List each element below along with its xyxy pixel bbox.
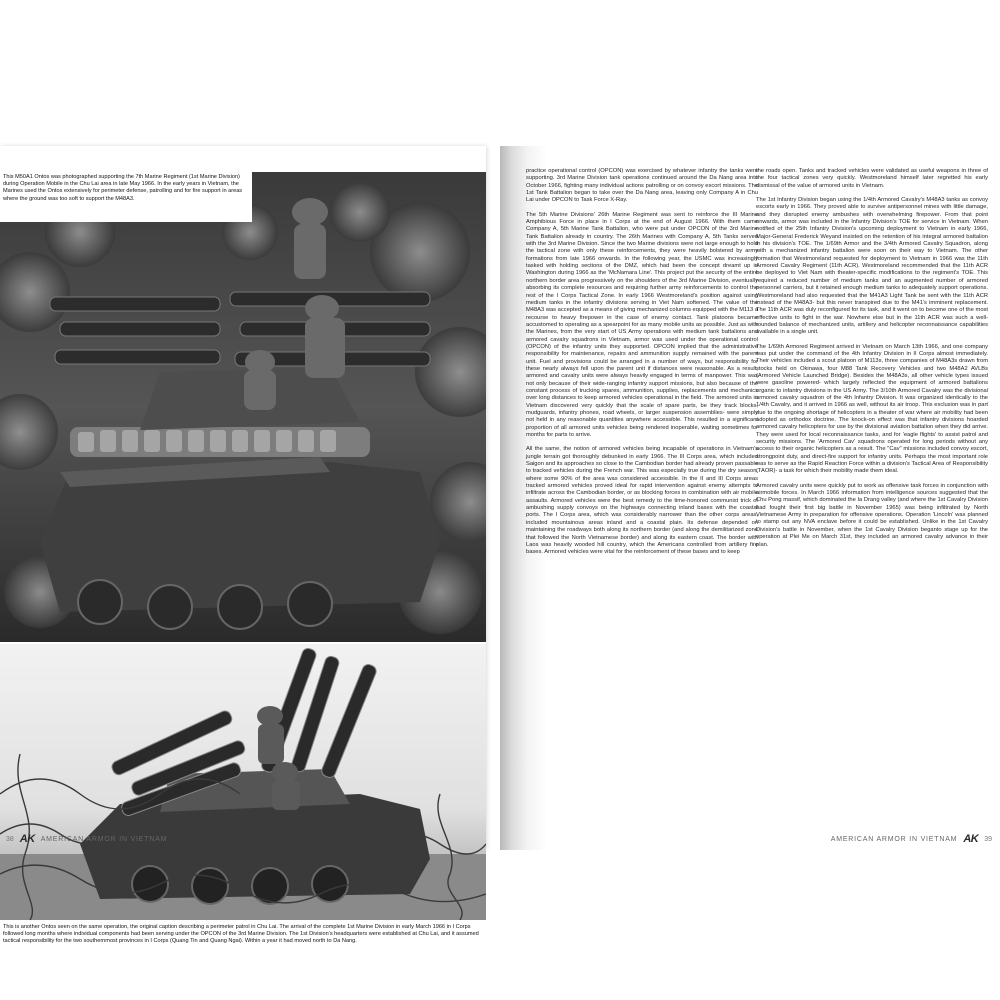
text-column-right: [756, 168, 988, 556]
running-title-left: AMERICAN ARMOR IN VIETNAM: [40, 835, 168, 843]
paragraph: Armored cavalry units were quickly put to work as offensive task forces in conjunction with airmobile forces. In March 1966 information from intelligence sources suggested that the Chu Pong massif, which dominated the Ia Drang valley (and where the 1st Cavalry Division had fought their first big battle in November 1965) was being infiltrated by North Vietnamese Army in preparation for offensive operations. Operation 'Lincoln' was planned to stamp out any NVA enclave before it could be established. Unlike in the 1st Cavalry Division's battle in November, when the 1st Cavalry Division beganto stage up for the operation at Plei Me on March 31st, they included an armored cavalry advance in their plan.: [756, 482, 988, 548]
photo-ontos-barbed-wire: [0, 644, 486, 920]
paragraph: practice operational control (OPCON) was exercised by whatever infantry the tanks were supporting. 3rd Marine Division tank operations continued around the Da Nang area into October 1966, fighting many individual actions patrolling or on convoy escort missions. The 1st Tank Battalion began to take over the Da Nang area, leaving only Company A in Chu Lai under OPCON to Task Force X-Ray.: [526, 168, 758, 204]
footer-right: [831, 832, 992, 846]
photo-ontos-jungle: [0, 172, 486, 642]
paragraph: All the same, the notion of armored vehicles being incapable of operations in Vietnam's jungle terrain got thoroughly debunked in early 1966. The III Corps area, which included Saigon and its approaches so close to the Cambodian border had already proven passable to tracked vehicles during the French war. This was especially true during the dry season, where some 90% of the area was considered accessible. In the II and III Corps areas tracked armored vehicles proved ideal for rapid intervention against enemy attempts to infiltrate across the Cambodian border, or as blocking forces in combination with air mobile assaults. Armored vehicles were the best remedy to the time-honored communist trick of ambushing supply convoys on the highways connecting inland bases with the coastal ports. The I Corps area, which was considerably narrower than the other corps areas, included mountainous areas inland and a coastal plain. Its defense depended on maintaining the roadways both along its northern border (and along the demilitarized zone that followed the North Vietnamese border) and along its eastern coast. The border with Laos was heavily wooded hill country, which the Americans controlled from artillery fire bases. Armored vehicles were vital for the reinforcement of these bases and to keep: [526, 446, 758, 556]
caption-bottom: This is another Ontos seen on the same operation, the original caption describing a perimeter patrol in Chu Lai. The arrival of the complete 1st Marine Division in early March 1966 in I Corps followed long months where individual components had been serving under the OPCON of the 3rd Marine Division. The 1st Division's headquarters were established at Chu Lai, and it assumed tactical responsibility for the two southernmost provinces in I Corps (Quang Tin and Quang Ngai). Within a year it had moved north to Da Nang.: [0, 922, 486, 948]
paragraph: The 5th Marine Divisions' 26th Marine Regiment was sent to reinforce the III Marine Amphibious Force in place in I Corps at the end of August 1966. With them came Company A, 5th Marine Tank Battalion, who were put under OPCON of the 3rd Marine Tank Battalion already in country. The 26th Marines with Company A, 5th Tanks served with the 3rd Marine Division. Since the two Marine divisions were not large enough to hold the tactical zone with only these reinforcements, they were heavily bolstered by army formations from late 1966 onwards. In the following year, the USMC was increasingly tasked with holding sections of the DMZ, which had been the concept dreamt up in Washington during 1966 as the 'McNamara Line'. This project put the security of the entire northern border area progressively on the shoulders of the 3rd Marine Division, eventually absorbing its complete resources and requiring further army reinforcements to control the rest of the I Corps Tactical Zone. In early 1966 Westmoreland's position against using medium tanks in the infantry divisions serving in Viet Nam softened. The value of the M48A3 was accepted as a means of giving mechanized columns equipped with the M113 a recourse to heavy firepower in the case of enemy contact. Tank platoons became accustomed to operating as a spearpoint for as many mobile units as possible. Just as with the Marines, from the very start of US Army operations with medium tank battalions and armored cavalry squadrons in Vietnam, armor was used under the operational control (OPCON) of the infantry units they supported. OPCON implied that the administrative responsibility for maintenance, repairs and ammunition supply remained with the parent unit. Fuel and provisions could be arranged in a number of ways, but responsibility for these nearly always fell upon the parent unit if distances were reasonable. As a result, armored and cavalry units were always heavily engaged in terms of manpower. This was not only because of their wide-ranging infantry support missions, but also because of the constant process of trucking spares, ammunition, supplies, replacements and mechanics over long distances to keep armored vehicles operational in the field. The armored units in Vietnam discovered very quickly that the scale of spare parts, be they track blocks, mudguards, infantry phones, road wheels, or larger suspension assemblies- were simply not held in any reasonable quantities anywhere accessible. This resulted in a significant proportion of all armored units vehicles being rendered inoperable, waiting sometimes for months for parts to arrive.: [526, 211, 758, 439]
paragraph: The 1st Infantry Division began using the 1/4th Armored Cavalry's M48A3 tanks as convoy escorts early in 1966. They proved able to survive antipersonnel mines with little damage, and they disrupted enemy ambushes with overwhelming firepower. From that point onwards, armor was included in the Infantry Division's TOE for service in Vietnam. When notified of the 25th Infantry Division's upcoming deployment to Vietnam in early 1966, Major-General Frederick Weyand insisted on the retention of his integral armored battalion in his division's TOE. The 1/69th Armor and the 3/4th Armored Cavalry Squadron, along with a mechanized infantry battalion were soon on their way to Vietnam. The other formation that Westmoreland requested for deployment to Vietnam in 1966 was the 11th Armored Cavalry Regiment (11th ACR). Westmoreland recommended that the 11th ACR be deployed to Viet Nam with theater-specific modifications to the regiment's TOE. This required a reduced number of medium tanks and an augmented number of armored personnel carriers, but it retained enough medium tanks to adequately support operations. Westmoreland had also requested that the M41A3 Light Tank be sent with the 11th ACR instead of the M48A3- but this never transpired due to the M41's imminent replacement. The 11th ACR was duly reconfigured for its task, and it went on to become one of the most effective units to fight in the war. Nowhere else but in the 11th ACR was such a well-rounded balance of mechanized units, artillery and helicopter reconnaissance capabilities available in a single unit.: [756, 197, 988, 336]
paragraph: The 1/69th Armored Regiment arrived in Vietnam on March 13th 1966, and one company was put under the command of the 4th Infantry Division in II Corps almost immediately. Their vehicles included a scout platoon of M113s, three companies of M48A3s drawn from stocks held on Okinawa, four M88 Tank Recovery Vehicles and two M48A2 AVLBs (Armored Vehicle Launched Bridge). Besides the M48A3s, all other vehicle types issued were gasoline powered- which largely reflected the equipment of armored battalions organic to infantry divisions in the US Army. The 3/10th Armored Cavalry was the divisional armored cavalry squadron of the 4th Infantry Division. It was organized identically to the 1/4th Cavalry, and it arrived in 1966 as well, without its air troop. This exclusion was in part due to the ongoing shortage of helicopters in a theater of war where air mobility had been adopted as orthodox doctrine. The knock-on effect was that infantry divisions hoarded armored cavalry helicopters for use by the divisional aviation battalion when they did arrive. They were used for local reconnaissance tasks, and for 'eagle flights' to assist patrol and security missions. The 'Armored Cav' squadrons operated for long periods without any access to their organic helicopters as a result. The "Cav" missions included convoy escort, strongpoint duty, and direct-fire support for infantry units. Perhaps the most important role was to serve as the Rapid Reaction Force within a division's Tactical Area of Responsibility (TAOR)- a task for which their mobility made them ideal.: [756, 343, 988, 475]
text-column-left: [526, 168, 758, 564]
ak-logo-icon: AK: [19, 833, 35, 845]
page-number-left: 38: [6, 835, 14, 843]
running-title-right: AMERICAN ARMOR IN VIETNAM: [830, 835, 958, 843]
left-page: [0, 146, 486, 945]
right-page: [500, 146, 1000, 850]
paragraph: the roads open. Tanks and tracked vehicles were validated as useful weapons in three of the four tactical zones very quickly. Westmoreland himself later regretted his early dismissal of the value of armored units in Vietnam.: [756, 168, 988, 189]
ak-logo-icon: AK: [963, 833, 979, 845]
footer-left: [6, 832, 167, 846]
page-number-right: 39: [984, 835, 992, 843]
caption-top: This M50A1 Ontos was photographed supporting the 7th Marine Regiment (1st Marine Division) during Operation Mobile in the Chu Lai area in late May 1966. In the early years in Vietnam, the Marines used the Ontos extensively for perimeter defense, patrolling and for fire support in areas where the ground was too soft to support the M48A3.: [0, 172, 252, 222]
